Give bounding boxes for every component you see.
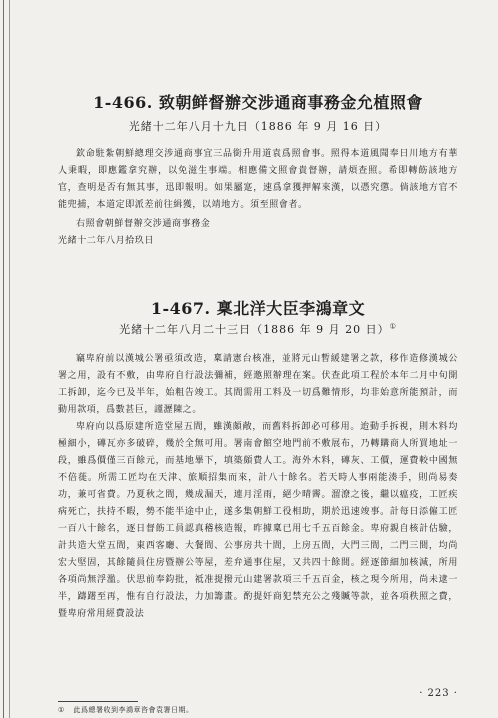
section1-addressee: 右照會朝鮮督辦交涉通商事務金 <box>76 219 211 229</box>
section1-closing-date: 光緒十二年八月拾玖日 <box>58 236 155 246</box>
binding-line-inner <box>9 0 10 718</box>
section1-date: 光緒十二年八月十九日（1886 年 9 月 16 日） <box>128 120 388 133</box>
section1-title: 1-466. 致朝鲜督辦交涉通商事務金允植照會 <box>93 93 423 112</box>
section1-body: 欽命駐紮朝鮮總理交涉通商事宜三品銜升用道袁爲照會事。照得本道風聞奉日川地方有華人秉暇，即應鑑拿究辦，以免滋生事端。相應備文照會貴督辦，請煩查照。希即轉飭該地方官，查明是否有無其事，迅即報明。如果屬寔，速爲拿獲押解來漢，以憑究懲。倘該地方官不能兜捕，本道定即派差前往緝獲，以靖地方。須至照會者。 <box>58 149 458 210</box>
section2-date: 光緒十二年八月二十三日（1886 年 9 月 20 日）① <box>119 322 397 336</box>
page-number: · 223 · <box>419 688 458 699</box>
section2-paragraph-2: 卑府向以爲原建所造堂屋五間，雖漢頗敞，而舊料拆卸必可移用。迨動手拆視，則木料均極細小，磚瓦亦多破碎，幾於全無可用。署南會館空地門前不敷展布，乃轉購商人所買地址一段，雖爲價僅三百餘元，而基地畢下，填築頗費人工。海外木料，磚灰、工價，運費較中國無不倍蓰。所需工匠均在天津、旅順招集而來，計八十餘名。若天時人事兩能湊手，則尚易奏功，兼可省費。乃夏秋之間，幾成漏天，連月淫雨，絕少晴霽。溜潦之後，繼以瘟疫，工匠疾病死亡，扶持不暇，勢不能半途中止，遂多集朝鮮工役相助，期於迅速竣事。計每日添僱工匠一百八十餘名，逐日督飭工員認真稽核造報，昨據稟已用七千五百餘金。卑府親自核計估驗，計共造大堂五間，東西客廳、大餐間、公事房共十間，上房五間，大門三間，二門三間，均尚宏大堅固，其餘隨員住房暨辦公等屋，差弁通事住屋，又共四十餘間。經逐節細加核減，所用各項尚無浮濫。伏思前奉鈞批，祗准提撥元山建署款項三千五百金，核之現今所用，尚未逮一半，躊躇至再，惟有自行設法，力加籌畫。酌提奸商犯禁充公之殘贓等款，並各項秩照之費，暨卑府常用經費設法 <box>58 422 458 619</box>
footnote-text: 此爲總署收到李鴻章咨會袁署日期。 <box>73 706 194 714</box>
footnote-ref: ① <box>389 322 397 331</box>
footnote-rule <box>58 701 138 702</box>
footnote <box>58 705 458 715</box>
binding-line <box>3 0 4 718</box>
footnote-mark: ① <box>58 706 65 714</box>
section2-paragraph-1: 竊卑府前以漢城公署亟須改造，稟請憲台核准，並將元山暫緩建署之款，移作造修漢城公署之用，設有不敷，由卑府自行設法彌補，經邀照辦理在案。伏查此項工程於本年二月中旬開工拆卸，迄今已及半年，始粗告竣工。其間需用工料及一切爲難情形，均非始意所能預計，而動用款項，爲數甚巨，謹瀝陳之。 <box>58 354 458 415</box>
section2-title: 1-467. 稟北洋大臣李鴻章文 <box>150 299 366 318</box>
